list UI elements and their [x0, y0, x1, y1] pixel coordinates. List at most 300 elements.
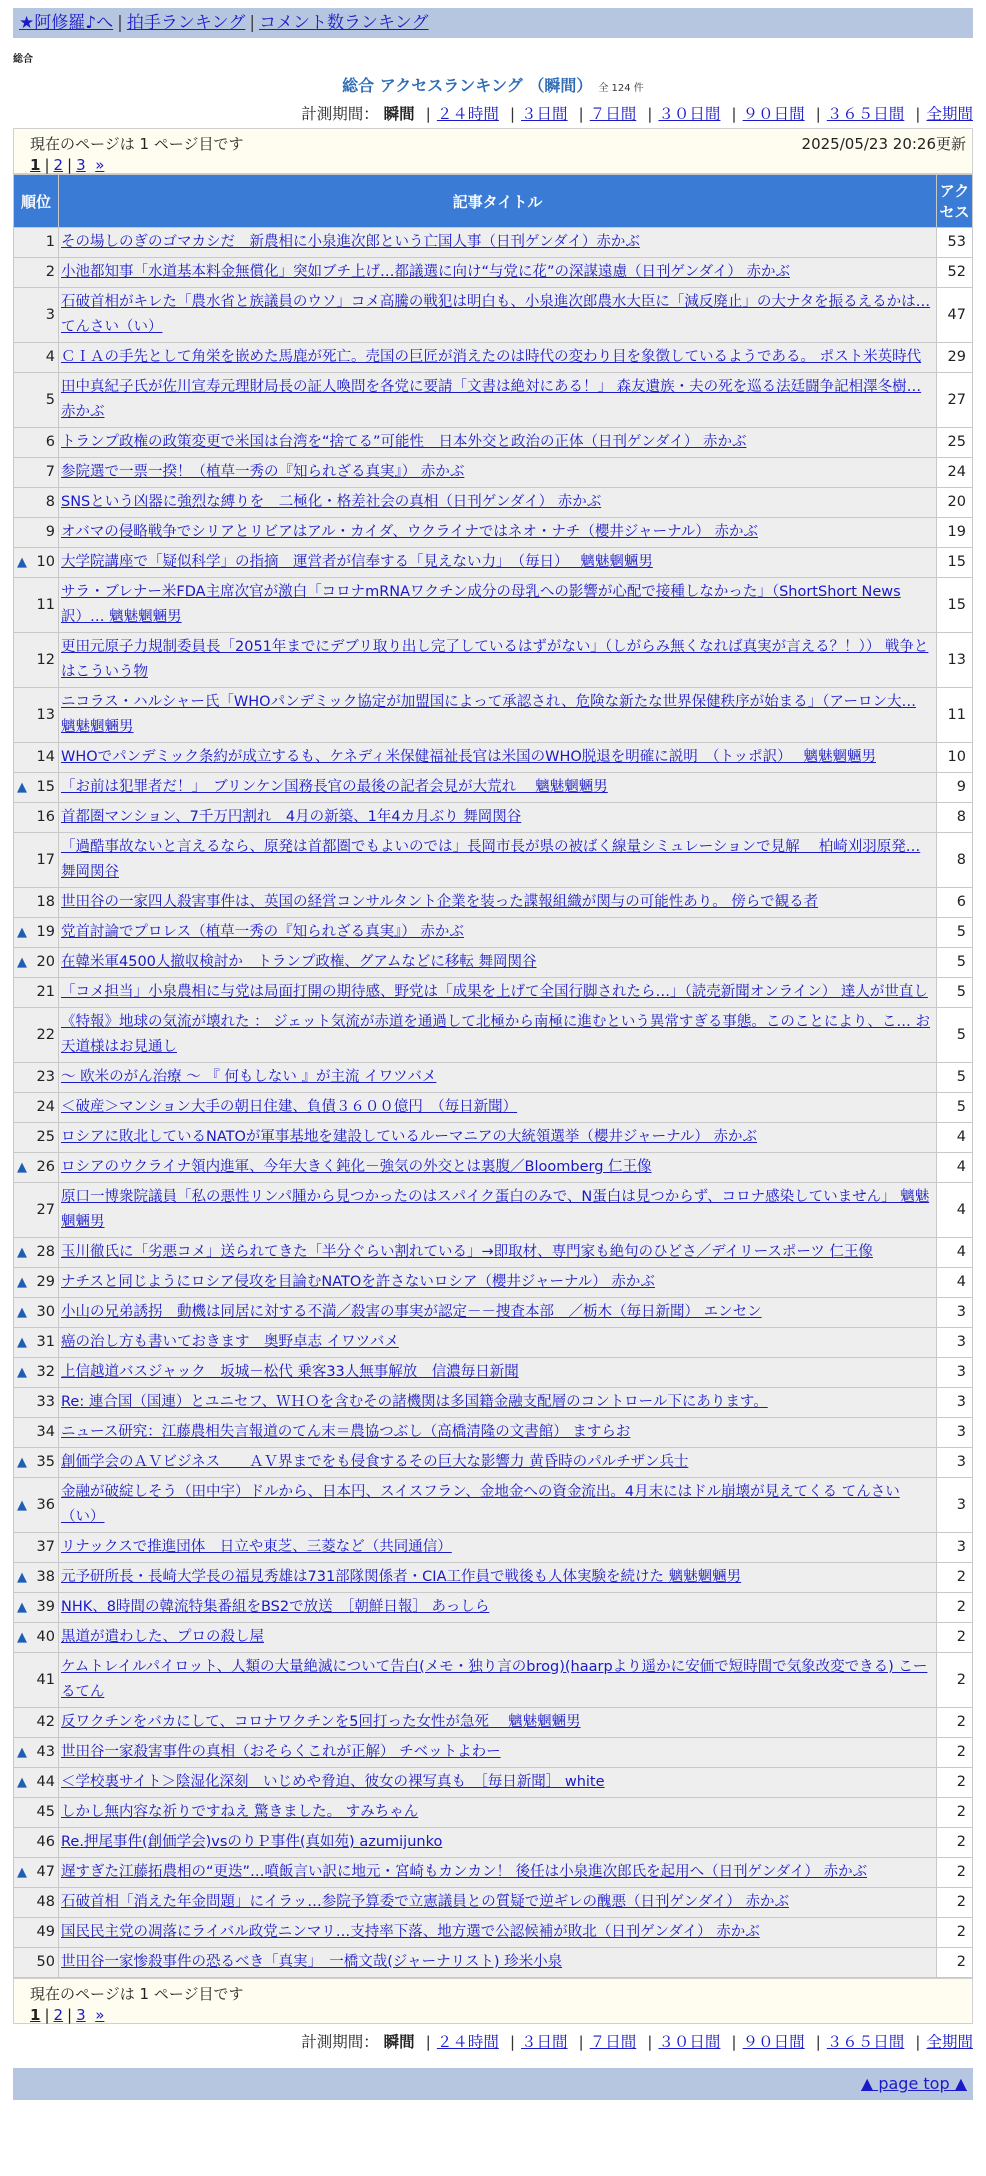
rank-cell	[14, 948, 59, 978]
pager-bottom: 1 | 2 | 3 »	[30, 2006, 105, 2024]
rank-number: 35	[36, 1454, 55, 1470]
rank-number: 10	[36, 554, 55, 570]
page-top-link[interactable]: ▲ page top ▲	[860, 2074, 967, 2093]
table-row	[14, 343, 973, 373]
access-count: 8	[937, 803, 973, 833]
period-3d[interactable]: ３日間	[521, 2033, 568, 2051]
title-cell	[59, 1123, 937, 1153]
rank-cell	[14, 1268, 59, 1298]
page-info-bottom	[13, 1978, 973, 2024]
table-row	[14, 1388, 973, 1418]
rank-cell	[14, 1738, 59, 1768]
article-link[interactable]: 参院選で一票一揆！（植草一秀の『知られざる真実』） 赤かぶ	[61, 464, 465, 480]
separator: |	[117, 13, 123, 33]
table-row	[14, 288, 973, 343]
rank-number: 21	[36, 984, 55, 1000]
rank-cell	[14, 288, 59, 343]
table-row	[14, 1478, 973, 1533]
access-count: 19	[937, 518, 973, 548]
page	[13, 0, 973, 2100]
article-link[interactable]: 国民民主党の凋落にライバル政党ニンマリ…支持率下落、地方選で公認候補が敗北（日刊ゲンダイ） 赤かぶ	[61, 1924, 760, 1940]
table-row	[14, 1183, 973, 1238]
link-clap-ranking[interactable]: 拍手ランキング	[126, 13, 246, 33]
link-comment-ranking[interactable]: コメント数ランキング	[259, 13, 429, 33]
title-cell	[59, 288, 937, 343]
rank-number: 25	[36, 1129, 55, 1145]
rank-number: 45	[36, 1804, 55, 1820]
rank-cell	[14, 1948, 59, 1978]
table-row	[14, 1063, 973, 1093]
access-count: 4	[937, 1123, 973, 1153]
pager-next[interactable]: »	[95, 2006, 105, 2024]
article-link[interactable]: NHK、8時間の韓流特集番組をBS2で放送 ［朝鮮日報］ あっしら	[61, 1599, 490, 1615]
rank-number: 37	[36, 1539, 55, 1555]
rank-cell	[14, 1123, 59, 1153]
title-cell	[59, 1653, 937, 1708]
rank-number: 2	[45, 264, 55, 280]
table-row	[14, 548, 973, 578]
table-row	[14, 918, 973, 948]
article-link[interactable]: 世田谷一家殺害事件の真相（おそらくこれが正解） チベットよわー	[61, 1744, 501, 1760]
access-count: 10	[937, 743, 973, 773]
rank-cell	[14, 1063, 59, 1093]
title-cell	[59, 1563, 937, 1593]
category-label: 総合	[13, 54, 33, 65]
title-cell	[59, 228, 937, 258]
title-cell	[59, 918, 937, 948]
title-cell	[59, 1623, 937, 1653]
pager-page-3[interactable]: 3	[76, 156, 86, 174]
rank-up-arrow-icon: ▲	[17, 1245, 27, 1260]
title-cell	[59, 1008, 937, 1063]
article-link[interactable]: 大学院講座で「疑似科学」の指摘 運営者が信奉する「見えない力」 （毎日） 魑魅魍魎男	[61, 554, 653, 570]
rank-cell	[14, 1093, 59, 1123]
period-30d[interactable]: ３０日間	[658, 105, 721, 123]
period-all[interactable]: 全期間	[926, 105, 973, 123]
title-cell	[59, 1448, 937, 1478]
article-link[interactable]: ＜学校裏サイト＞陰湿化深刻 いじめや脅迫、彼女の裸写真も ［毎日新聞］ white	[61, 1774, 605, 1790]
article-link[interactable]: 上信越道バスジャック 坂城－松代 乗客33人無事解放 信濃毎日新聞	[61, 1364, 519, 1380]
article-link[interactable]: Re.押尾事件(創価学会)vsのりＰ事件(真如苑) azumijunko	[61, 1834, 443, 1850]
period-3d[interactable]: ３日間	[521, 105, 568, 123]
article-link[interactable]: SNSという凶器に強烈な縛りを 二極化・格差社会の真相（日刊ゲンダイ） 赤かぶ	[61, 494, 602, 510]
table-row	[14, 1738, 973, 1768]
rank-number: 3	[45, 306, 55, 323]
access-count: 25	[937, 428, 973, 458]
rank-cell	[14, 1858, 59, 1888]
access-count: 5	[937, 1008, 973, 1063]
period-90d[interactable]: ９０日間	[742, 105, 805, 123]
title-cell	[59, 343, 937, 373]
period-nav-top: 計測期間： 瞬間 | ２４時間 | ３日間 | ７日間 | ３０日間 | ９０日間 | ３６５日間 | 全期間	[301, 105, 973, 123]
access-count: 8	[937, 833, 973, 888]
rank-number: 20	[36, 954, 55, 970]
rank-number: 29	[36, 1274, 55, 1290]
article-link[interactable]: 「コメ担当」小泉農相に与党は局面打開の期待感、野党は「成果を上げて全国行脚されたら…」（読売新聞オンライン） 達人が世直し	[61, 984, 928, 1000]
access-count: 5	[937, 1093, 973, 1123]
table-row	[14, 1123, 973, 1153]
rank-up-arrow-icon: ▲	[17, 1745, 27, 1760]
rank-cell	[14, 578, 59, 633]
title-cell	[59, 1708, 937, 1738]
rank-cell	[14, 1298, 59, 1328]
period-30d[interactable]: ３０日間	[658, 2033, 721, 2051]
table-row	[14, 1298, 973, 1328]
rank-number: 39	[36, 1599, 55, 1615]
pager-page-2[interactable]: 2	[53, 2006, 64, 2024]
col-rank: 順位	[14, 175, 59, 228]
table-row	[14, 1533, 973, 1563]
rank-cell	[14, 773, 59, 803]
table-row	[14, 1093, 973, 1123]
current-page-text: 現在のページは 1 ページ目です	[30, 135, 244, 153]
article-link[interactable]: リナックスで推進団体 日立や東芝、三菱など（共同通信）	[61, 1539, 452, 1555]
title-cell	[59, 1268, 937, 1298]
ranking-table	[13, 174, 973, 1978]
table-row	[14, 518, 973, 548]
rank-number: 34	[36, 1424, 55, 1440]
title-cell	[59, 428, 937, 458]
article-link[interactable]: 玉川徹氏に「劣悪コメ」送られてきた「半分ぐらい割れている」→即取材、専門家も絶句のひどさ／デイリースポーツ 仁王像	[61, 1244, 873, 1260]
access-count: 4	[937, 1238, 973, 1268]
article-link[interactable]: オバマの侵略戦争でシリアとリビアはアル・カイダ、ウクライナではネオ・ナチ（櫻井ジャーナル） 赤かぶ	[61, 524, 758, 540]
rank-number: 41	[36, 1671, 55, 1688]
access-count: 53	[937, 228, 973, 258]
rank-up-arrow-icon: ▲	[17, 1497, 27, 1513]
table-row	[14, 1268, 973, 1298]
access-count: 3	[937, 1328, 973, 1358]
top-nav-bar	[13, 8, 973, 38]
article-link[interactable]: 原口一博衆院議員「私の悪性リンパ腫から見つかったのはスパイク蛋白のみで、N蛋白は見つからず、コロナ感染していません」 魑魅魍魎男	[61, 1189, 930, 1230]
rank-cell	[14, 1708, 59, 1738]
table-row	[14, 773, 973, 803]
period-all[interactable]: 全期間	[926, 2033, 973, 2051]
rank-up-arrow-icon: ▲	[17, 1305, 27, 1320]
title-cell	[59, 518, 937, 548]
rank-number: 32	[36, 1364, 55, 1380]
table-row	[14, 1623, 973, 1653]
access-count: 4	[937, 1268, 973, 1298]
rank-cell	[14, 518, 59, 548]
rank-up-arrow-icon: ▲	[17, 1455, 27, 1470]
table-row	[14, 1358, 973, 1388]
period-current: 瞬間	[383, 2033, 415, 2051]
rank-number: 48	[36, 1894, 55, 1910]
title-cell	[59, 1328, 937, 1358]
rank-up-arrow-icon: ▲	[17, 1160, 27, 1175]
article-link[interactable]: ＜破産＞マンション大手の朝日住建、負債３６００億円 （毎日新聞）	[61, 1099, 518, 1115]
rank-number: 44	[36, 1774, 55, 1790]
article-link[interactable]: 世田谷の一家四人殺害事件は、英国の経営コンサルタント企業を装った諜報組織が関与の可能性あり。 傍らで観る者	[61, 894, 819, 910]
table-row	[14, 1008, 973, 1063]
table-row	[14, 1948, 973, 1978]
access-count: 15	[937, 548, 973, 578]
article-link[interactable]: しかし無内容な祈りですねえ 驚きました。 すみちゃん	[61, 1804, 419, 1820]
article-link[interactable]: ケムトレイルパイロット、人類の大量絶滅について告白(メモ・独り言のbrog)(haarpより遥かに安価で短時間で気象改変できる) こーるてん	[61, 1659, 928, 1700]
rank-up-arrow-icon: ▲	[17, 555, 27, 570]
title-cell	[59, 1153, 937, 1183]
rank-number: 38	[36, 1569, 55, 1585]
table-row	[14, 1593, 973, 1623]
access-count: 13	[937, 633, 973, 688]
article-link[interactable]: 党首討論でプロレス（植草一秀の『知られざる真実』） 赤かぶ	[61, 924, 464, 940]
access-count: 4	[937, 1183, 973, 1238]
access-count: 2	[937, 1623, 973, 1653]
rank-cell	[14, 1918, 59, 1948]
current-page-text: 現在のページは 1 ページ目です	[30, 1985, 244, 2003]
period-7d[interactable]: ７日間	[589, 2033, 637, 2051]
table-row	[14, 833, 973, 888]
access-count: 2	[937, 1888, 973, 1918]
article-link[interactable]: 世田谷一家惨殺事件の恐るべき「真実」 一橋文哉(ジャーナリスト) 珍米小泉	[61, 1954, 563, 1970]
rank-number: 49	[36, 1924, 55, 1940]
table-row	[14, 688, 973, 743]
period-label: 計測期間：	[301, 2033, 379, 2051]
article-link[interactable]: サラ・ブレナー米FDA主席次官が激白「コロナmRNAワクチン成分の母乳への影響が心配で接種しなかった」（ShortShort News訳）… 魑魅魍魎男	[61, 584, 901, 625]
access-count: 3	[937, 1448, 973, 1478]
access-count: 2	[937, 1653, 973, 1708]
access-count: 11	[937, 688, 973, 743]
article-link[interactable]: トランプ政権の政策変更で米国は台湾を“捨てる”可能性 日本外交と政治の正体（日刊ゲンダイ） 赤かぶ	[61, 434, 747, 450]
table-row	[14, 1448, 973, 1478]
title-cell	[59, 1298, 937, 1328]
rank-cell	[14, 888, 59, 918]
page-title	[13, 73, 973, 96]
access-count: 27	[937, 373, 973, 428]
article-link[interactable]: 石破首相がキレた「農水省と族議員のウソ」コメ高騰の戦犯は明白も、小泉進次郎農水大臣に「減反廃止」の大ナタを振るえるかは… てんさい（い）	[61, 294, 931, 335]
access-count: 47	[937, 288, 973, 343]
article-link[interactable]: WHOでパンデミック条約が成立するも、ケネディ米保健福祉長官は米国のWHO脱退を明確に説明 （トッポ訳） 魑魅魍魎男	[61, 749, 876, 765]
article-link[interactable]: 癌の治し方も書いておきます 奥野卓志 イワツバメ	[61, 1334, 399, 1350]
access-count: 3	[937, 1388, 973, 1418]
title-cell	[59, 1063, 937, 1093]
table-row	[14, 803, 973, 833]
rank-cell	[14, 1328, 59, 1358]
access-count: 24	[937, 458, 973, 488]
table-row	[14, 1563, 973, 1593]
rank-up-arrow-icon: ▲	[17, 1570, 27, 1585]
pager-current: 1	[30, 2006, 41, 2024]
rank-cell	[14, 978, 59, 1008]
article-link[interactable]: 元予研所長・長崎大学長の福見秀雄は731部隊関係者・CIA工作員で戦後も人体実験を続けた 魑魅魍魎男	[61, 1569, 742, 1585]
rank-number: 24	[36, 1099, 55, 1115]
access-count: 5	[937, 1063, 973, 1093]
article-link[interactable]: 遅すぎた江藤拓農相の“更迭”…噴飯言い訳に地元・宮崎もカンカン！ 後任は小泉進次郎氏を起用へ（日刊ゲンダイ） 赤かぶ	[61, 1864, 868, 1880]
rank-number: 7	[45, 464, 55, 480]
article-link[interactable]: 石破首相「消えた年金問題」にイラッ…参院予算委で立憲議員との質疑で逆ギレの醜悪（日刊ゲンダイ） 赤かぶ	[61, 1894, 790, 1910]
table-row	[14, 1708, 973, 1738]
rank-cell	[14, 373, 59, 428]
footer-bar	[13, 2068, 973, 2100]
rank-cell	[14, 1768, 59, 1798]
rank-number: 11	[36, 596, 55, 613]
rank-up-arrow-icon: ▲	[17, 1630, 27, 1645]
rank-cell	[14, 343, 59, 373]
title-cell	[59, 1768, 937, 1798]
page-info-top	[13, 128, 973, 174]
access-count: 3	[937, 1358, 973, 1388]
table-row	[14, 1238, 973, 1268]
table-row	[14, 1768, 973, 1798]
rank-number: 30	[36, 1304, 55, 1320]
rank-cell	[14, 1888, 59, 1918]
article-link[interactable]: 「お前は犯罪者だ！」 ブリンケン国務長官の最後の記者会見が大荒れ 魑魅魍魎男	[61, 779, 608, 795]
article-link[interactable]: ロシアのウクライナ領内進軍、今年大きく鈍化－強気の外交とは裏腹／Bloomberg 仁王像	[61, 1159, 652, 1175]
rank-cell	[14, 1238, 59, 1268]
rank-cell	[14, 1563, 59, 1593]
table-row	[14, 1918, 973, 1948]
rank-cell	[14, 633, 59, 688]
title-cell	[59, 1238, 937, 1268]
access-count: 29	[937, 343, 973, 373]
separator: |	[249, 13, 256, 33]
rank-cell	[14, 803, 59, 833]
article-link[interactable]: 小池都知事「水道基本料金無償化」突如ブチ上げ…都議選に向け“与党に花”の深謀遠慮（日刊ゲンダイ） 赤かぶ	[61, 264, 790, 280]
period-7d[interactable]: ７日間	[589, 105, 637, 123]
period-24h[interactable]: ２４時間	[436, 105, 499, 123]
access-count: 2	[937, 1828, 973, 1858]
access-count: 4	[937, 1153, 973, 1183]
article-link[interactable]: ロシアに敗北しているNATOが軍事基地を建設しているルーマニアの大統領選挙（櫻井ジャーナル） 赤かぶ	[61, 1129, 758, 1145]
title-cell	[59, 1478, 937, 1533]
period-365d[interactable]: ３６５日間	[826, 105, 905, 123]
col-title: 記事タイトル	[59, 175, 937, 228]
article-link[interactable]: Re: 連合国（国連）とユニセフ、ＷＨＯを含むその諸機関は多国籍金融支配層のコントロール下にあります。	[61, 1394, 768, 1410]
title-cell	[59, 458, 937, 488]
access-count: 3	[937, 1533, 973, 1563]
ranking-rows	[14, 228, 973, 1978]
article-link[interactable]: 更田元原子力規制委員長「2051年までにデブリ取り出し完了しているはずがない」（しがらみ無くなれば真実が言える？！）） 戦争とはこういう物	[61, 639, 929, 680]
access-count: 2	[937, 1918, 973, 1948]
access-count: 2	[937, 1768, 973, 1798]
title-cell	[59, 1533, 937, 1563]
rank-cell	[14, 1418, 59, 1448]
period-nav-bottom: 計測期間： 瞬間 | ２４時間 | ３日間 | ７日間 | ３０日間 | ９０日間 | ３６５日間 | 全期間	[301, 2033, 973, 2051]
article-link[interactable]: 在韓米軍4500人撤収検討か トランプ政権、グアムなどに移転 舞岡関谷	[61, 954, 537, 970]
rank-number: 5	[45, 391, 55, 408]
pager-page-3[interactable]: 3	[76, 2006, 86, 2024]
pager-current: 1	[30, 156, 41, 174]
rank-cell	[14, 428, 59, 458]
article-link[interactable]: ～ 欧米のがん治療 ～ 『 何もしない 』が主流 イワツバメ	[61, 1069, 437, 1085]
pager-next[interactable]: »	[95, 156, 105, 174]
rank-cell	[14, 1448, 59, 1478]
article-link[interactable]: 首都圏マンション、7千万円割れ 4月の新築、1年4カ月ぶり 舞岡関谷	[61, 809, 522, 825]
article-link[interactable]: 反ワクチンをバカにして、コロナワクチンを5回打った女性が急死 魑魅魍魎男	[61, 1714, 581, 1730]
rank-cell	[14, 488, 59, 518]
period-24h[interactable]: ２４時間	[436, 2033, 499, 2051]
article-link[interactable]: 創価学会のＡＶビジネス ＡＶ界までをも侵食するその巨大な影響力 黄昏時のパルチザン兵士	[61, 1454, 689, 1470]
rank-number: 33	[36, 1394, 55, 1410]
title-cell	[59, 978, 937, 1008]
rank-cell	[14, 1533, 59, 1563]
article-link[interactable]: 田中真紀子氏が佐川宣寿元理財局長の証人喚問を各党に要請「文書は絶対にある！」 森友遺族・夫の死を巡る法廷闘争記相澤冬樹… 赤かぶ	[61, 379, 922, 420]
rank-number: 40	[36, 1629, 55, 1645]
title-cell	[59, 1918, 937, 1948]
table-row	[14, 948, 973, 978]
access-count: 5	[937, 918, 973, 948]
title-cell	[59, 803, 937, 833]
rank-number: 18	[36, 894, 55, 910]
rank-cell	[14, 1623, 59, 1653]
access-count: 9	[937, 773, 973, 803]
total-count: 全 124 件	[598, 83, 644, 94]
pager-page-2[interactable]: 2	[53, 156, 64, 174]
title-cell	[59, 688, 937, 743]
title-cell	[59, 1093, 937, 1123]
article-link[interactable]: ニコラス・ハルシャー氏「WHOパンデミック協定が加盟国によって承認され、危険な新たな世界保健秩序が始まる」（アーロン大… 魑魅魍魎男	[61, 694, 916, 735]
rank-cell	[14, 458, 59, 488]
access-count: 3	[937, 1418, 973, 1448]
table-row	[14, 1858, 973, 1888]
title-cell	[59, 578, 937, 633]
title-cell	[59, 1858, 937, 1888]
rank-cell	[14, 1153, 59, 1183]
article-link[interactable]: ＣＩＡの手先として角栄を嵌めた馬鹿が死亡。売国の巨匠が消えたのは時代の変わり目を象徴しているようである。 ポスト米英時代	[61, 349, 922, 365]
table-row	[14, 1153, 973, 1183]
article-link[interactable]: ニュース研究：江藤農相失言報道のてん末＝農協つぶし（高橋清隆の文書館） ますらお	[61, 1424, 631, 1440]
article-link[interactable]: 小山の兄弟誘拐 動機は同居に対する不満／殺害の事実が認定－－捜査本部 ／栃木（毎日新聞） エンセン	[61, 1304, 762, 1320]
table-row	[14, 373, 973, 428]
table-row	[14, 888, 973, 918]
title-cell	[59, 488, 937, 518]
article-link[interactable]: 黒道が遣わした、プロの殺し屋	[61, 1629, 264, 1645]
title-cell	[59, 1828, 937, 1858]
rank-number: 46	[36, 1834, 55, 1850]
period-current: 瞬間	[383, 105, 415, 123]
article-link[interactable]: その場しのぎのゴマカシだ 新農相に小泉進次郎という亡国人事（日刊ゲンダイ）赤かぶ	[61, 234, 640, 250]
article-link[interactable]: 金融が破綻しそう（田中宇）ドルから、日本円、スイスフラン、金地金への資金流出。4月末にはドル崩壊が見えてくる てんさい（い）	[61, 1484, 900, 1525]
title-cell	[59, 1738, 937, 1768]
rank-number: 16	[36, 809, 55, 825]
article-link[interactable]: ナチスと同じようにロシア侵攻を目論むNATOを許さないロシア（櫻井ジャーナル） 赤かぶ	[61, 1274, 655, 1290]
access-count: 2	[937, 1798, 973, 1828]
access-count: 6	[937, 888, 973, 918]
title-cell	[59, 1183, 937, 1238]
rank-cell	[14, 1388, 59, 1418]
period-365d[interactable]: ３６５日間	[826, 2033, 905, 2051]
rank-cell	[14, 1828, 59, 1858]
rank-number: 26	[36, 1159, 55, 1175]
table-row	[14, 488, 973, 518]
table-row	[14, 458, 973, 488]
rank-cell	[14, 1593, 59, 1623]
access-count: 52	[937, 258, 973, 288]
title-cell	[59, 1593, 937, 1623]
rank-number: 14	[36, 749, 55, 765]
rank-number: 17	[36, 851, 55, 868]
rank-up-arrow-icon: ▲	[17, 780, 27, 795]
table-row	[14, 258, 973, 288]
rank-cell	[14, 1358, 59, 1388]
rank-up-arrow-icon: ▲	[17, 1865, 27, 1880]
rank-number: 36	[36, 1496, 55, 1513]
title-cell	[59, 833, 937, 888]
period-90d[interactable]: ９０日間	[742, 2033, 805, 2051]
title-cell	[59, 258, 937, 288]
rank-number: 47	[36, 1864, 55, 1880]
rank-cell	[14, 258, 59, 288]
article-link[interactable]: 「過酷事故ないと言えるなら、原発は首都圏でもよいのでは」長岡市長が県の被ばく線量シミュレーションで見解 柏崎刈羽原発… 舞岡関谷	[61, 839, 921, 880]
rank-number: 22	[36, 1026, 55, 1043]
rank-up-arrow-icon: ▲	[17, 955, 27, 970]
link-ashura-home[interactable]: ★阿修羅♪へ	[19, 13, 114, 33]
access-count: 20	[937, 488, 973, 518]
rank-up-arrow-icon: ▲	[17, 1275, 27, 1290]
table-row	[14, 578, 973, 633]
title-cell	[59, 633, 937, 688]
article-link[interactable]: 《特報》地球の気流が壊れた ： ジェット気流が赤道を通過して北極から南極に進むという異常すぎる事態。このことにより、こ… お天道様はお見通し	[61, 1014, 931, 1055]
